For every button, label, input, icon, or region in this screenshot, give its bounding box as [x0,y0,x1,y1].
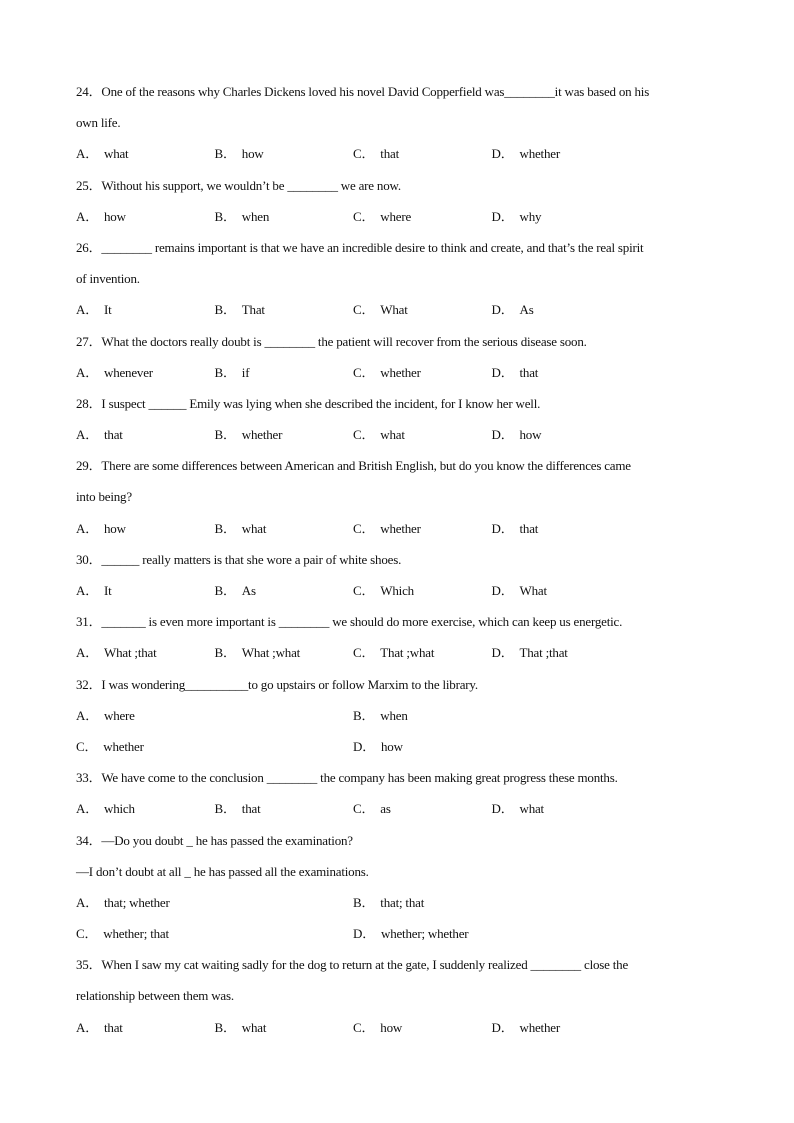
option-text: what [241,520,267,536]
answer-option[interactable] [492,1012,631,1043]
answer-option[interactable] [353,513,492,544]
answer-option[interactable] [215,294,354,325]
option-letter: A． [76,520,98,536]
question-block [76,450,726,544]
question-stem: 32．I was wondering__________to go upstairs or follow Marxim to the library. [76,676,478,692]
answer-option[interactable] [492,357,631,388]
option-letter: C． [353,364,375,380]
answer-option[interactable] [76,887,353,918]
question-stem-continued: of invention. [76,271,140,287]
option-text: how [381,738,403,754]
question-stem: 24．One of the reasons why Charles Dickens loved his novel David Copperfield was________it was based on his [76,84,650,99]
option-letter: D． [491,427,514,443]
option-letter: C． [353,645,375,661]
question-stem: 33．We have come to the conclusion ________ the company has been making great progress these months. [76,770,618,786]
answer-option[interactable] [76,419,215,450]
answer-option[interactable] [215,201,354,232]
question-stem: 26．________ remains important is that we have an incredible desire to think and create, and that’s the real spirit [76,239,644,255]
option-letter: D． [491,364,514,380]
answer-option[interactable] [353,637,492,668]
option-letter: D． [491,583,514,598]
answer-option[interactable] [76,918,353,949]
option-text: That ;what [380,645,435,661]
option-letter: D． [491,1019,514,1035]
option-text: That [241,302,265,318]
option-text: how [104,208,126,224]
answer-option[interactable] [353,419,492,450]
option-letter: B． [214,146,236,162]
answer-option[interactable] [492,294,631,325]
option-letter: C． [76,926,98,942]
answer-option[interactable] [492,575,631,606]
answer-option[interactable] [76,294,215,325]
option-letter: C． [76,738,98,754]
options-row [76,887,726,918]
options-row [76,357,726,388]
answer-option[interactable] [353,575,492,606]
option-letter: D． [491,208,514,224]
option-letter: A． [76,645,98,661]
option-text: whether [519,1019,560,1035]
answer-option[interactable] [76,637,215,668]
option-text: that [104,1019,123,1035]
question-stem: 29．There are some differences between American and British English, but do you know the differences came [76,458,631,474]
option-letter: C． [353,801,375,817]
option-text: how [241,146,264,162]
option-letter: C． [353,427,375,443]
answer-option[interactable] [353,357,492,388]
option-letter: A． [76,894,98,910]
option-text: As [241,583,256,598]
option-letter: D． [491,801,514,817]
option-text: that [519,520,539,536]
answer-option[interactable] [353,138,492,169]
option-letter: B． [353,894,375,910]
question-stem-continued: relationship between them was. [76,988,234,1004]
option-letter: B． [214,364,236,380]
option-letter: D． [491,146,514,162]
worksheet-page [76,76,726,1043]
answer-option[interactable] [492,637,631,668]
option-text: which [104,801,135,817]
question-block [76,544,726,606]
option-text: What ;what [241,645,301,661]
question-block [76,825,726,950]
option-text: that [104,427,123,443]
question-stem: 28．I suspect ______ Emily was lying when she described the incident, for I know her well. [76,395,541,411]
answer-option[interactable] [353,1012,492,1043]
option-text: how [104,520,126,536]
options-row [76,918,726,949]
option-text: As [519,302,534,318]
answer-option[interactable] [492,513,631,544]
option-letter: A． [76,1019,98,1035]
question-block [76,76,726,170]
option-letter: D． [353,926,375,942]
option-text: where [104,707,135,723]
option-letter: A． [76,146,98,162]
question-stem: 27．What the doctors really doubt is ________ the patient will recover from the serious disease soon. [76,333,587,349]
options-row [76,513,726,544]
answer-option[interactable] [215,513,354,544]
answer-option[interactable] [215,357,354,388]
option-letter: A． [76,302,98,318]
answer-option[interactable] [76,138,215,169]
question-stem: 30．______ really matters is that she wore a pair of white shoes. [76,551,402,567]
option-letter: C． [353,520,375,536]
option-letter: D． [491,302,514,318]
option-text: It [104,583,112,598]
answer-option[interactable] [492,419,631,450]
options-row [76,1012,726,1043]
option-letter: C． [353,146,375,162]
option-text: where [380,208,412,224]
options-row [76,201,726,232]
options-row [76,575,726,606]
answer-option[interactable] [492,201,631,232]
option-letter: B． [214,520,236,536]
option-letter: D． [353,738,375,754]
option-letter: D． [491,645,514,661]
answer-option[interactable] [76,793,215,824]
option-letter: B． [214,427,236,443]
option-text: whether; that [103,926,169,942]
option-text: as [380,801,391,817]
question-block [76,762,726,824]
answer-option[interactable] [353,887,630,918]
answer-option[interactable] [76,513,215,544]
answer-option[interactable] [215,793,354,824]
option-text: Which [380,583,414,598]
question-block [76,170,726,232]
answer-option[interactable] [76,357,215,388]
option-text: whether [103,738,144,754]
answer-option[interactable] [353,700,630,731]
option-letter: A． [76,427,98,443]
option-text: how [380,1019,403,1035]
option-text: that; whether [104,894,170,910]
option-text: when [241,208,270,224]
answer-option[interactable] [353,731,630,762]
option-letter: A． [76,208,98,224]
answer-option[interactable] [76,201,215,232]
answer-option[interactable] [353,294,492,325]
option-letter: B． [214,645,236,661]
option-letter: A． [76,364,98,380]
option-text: whenever [104,364,153,380]
answer-option[interactable] [215,138,354,169]
option-letter: B． [214,302,236,318]
option-letter: B． [353,707,375,723]
option-letter: C． [353,302,375,318]
options-row [76,138,726,169]
question-block [76,669,726,763]
option-letter: A． [76,583,98,598]
answer-option[interactable] [353,201,492,232]
option-letter: B． [214,1019,236,1035]
question-stem-continued: into being? [76,489,132,505]
answer-option[interactable] [215,419,354,450]
option-letter: A． [76,707,98,723]
option-text: What ;that [104,645,157,661]
option-text: whether [380,364,421,380]
question-block [76,326,726,388]
option-text: whether; whether [381,926,469,942]
question-stem: 34．—Do you doubt _ he has passed the examination? [76,832,353,848]
option-text: if [241,364,250,380]
options-row [76,419,726,450]
option-letter: B． [214,801,236,817]
option-text: whether [519,146,560,162]
option-letter: C． [353,583,375,598]
options-row [76,637,726,668]
option-text: what [241,1019,267,1035]
question-stem-continued: own life. [76,115,121,131]
answer-option[interactable] [76,700,353,731]
option-text: whether [380,520,421,536]
answer-option[interactable] [76,1012,215,1043]
options-row [76,700,726,731]
option-letter: A． [76,801,98,817]
option-letter: C． [353,208,375,224]
question-block [76,949,726,1043]
option-letter: C． [353,1019,375,1035]
answer-option[interactable] [76,731,353,762]
option-text: that [519,364,539,380]
option-text: when [380,707,408,723]
options-row [76,294,726,325]
option-text: that [241,801,261,817]
option-letter: D． [491,520,514,536]
question-block [76,388,726,450]
question-block [76,232,726,326]
answer-option[interactable] [492,793,631,824]
answer-option[interactable] [215,575,354,606]
question-stem: 35．When I saw my cat waiting sadly for the dog to return at the gate, I suddenly realized ________ close the [76,957,629,973]
option-text: What [519,583,547,598]
answer-option[interactable] [76,575,215,606]
question-stem: 31．_______ is even more important is ________ we should do more exercise, which can keep us energetic. [76,614,623,630]
option-text: why [519,208,542,224]
question-stem: 25．Without his support, we wouldn’t be ________ we are now. [76,177,401,193]
option-letter: B． [214,208,236,224]
question-stem-continued: —I don’t doubt at all _ he has passed all the examinations. [76,863,369,879]
option-text: what [104,146,129,162]
options-row [76,731,726,762]
option-text: how [519,427,542,443]
question-block [76,606,726,668]
answer-option[interactable] [353,918,630,949]
option-text: that; that [380,894,425,910]
answer-option[interactable] [492,138,631,169]
option-text: what [519,801,544,817]
answer-option[interactable] [353,793,492,824]
option-text: It [104,302,112,318]
option-text: that [380,146,399,162]
option-text: What [380,302,408,318]
option-letter: B． [214,583,236,598]
answer-option[interactable] [215,637,354,668]
option-text: whether [241,427,283,443]
answer-option[interactable] [215,1012,354,1043]
option-text: what [380,427,405,443]
option-text: That ;that [519,645,568,661]
options-row [76,793,726,824]
